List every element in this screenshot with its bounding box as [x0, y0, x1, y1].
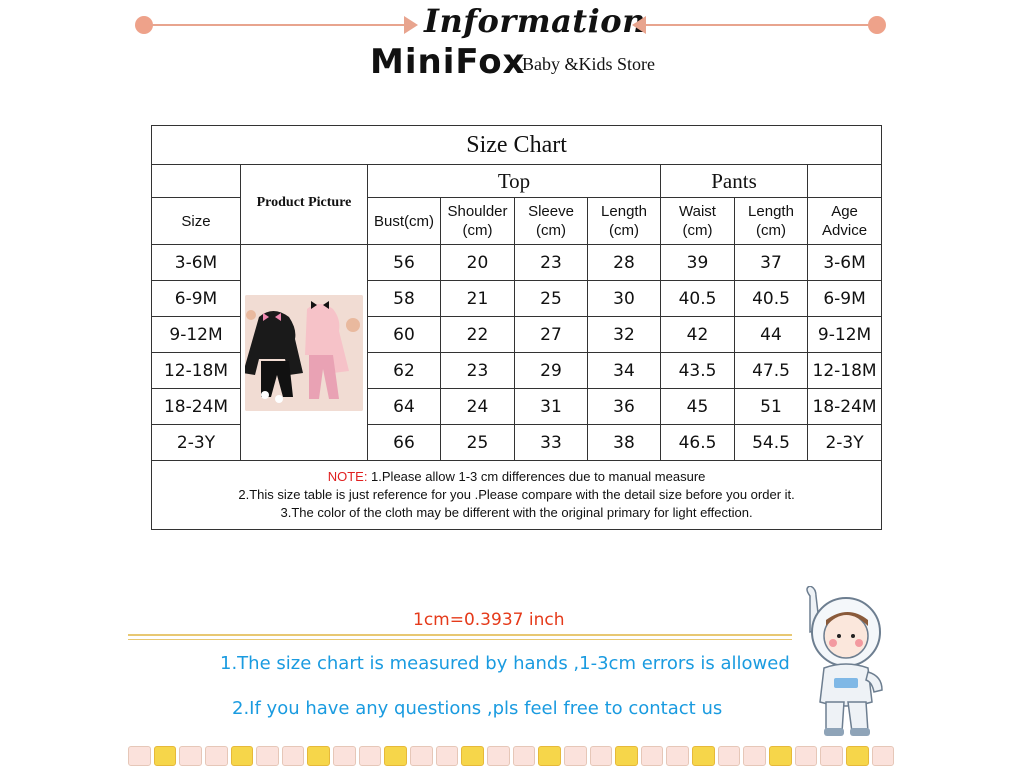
- table-cell: 36: [588, 389, 661, 425]
- header-top-length: Length (cm): [588, 198, 661, 245]
- tile: [769, 746, 792, 766]
- table-cell: 39: [661, 245, 735, 281]
- table-cell: 29: [515, 353, 588, 389]
- note-line-3: 3.The color of the cloth may be different with the original primary for light effection.: [280, 505, 753, 520]
- table-cell: 25: [441, 425, 515, 461]
- table-cell: 6-9M: [152, 281, 241, 317]
- header-waist: Waist (cm): [661, 198, 735, 245]
- table-cell: 6-9M: [808, 281, 882, 317]
- note-line-2: 2.This size table is just reference for you .Please compare with the detail size before you order it.: [238, 487, 795, 502]
- tile: [128, 746, 151, 766]
- size-chart-table: [151, 125, 882, 530]
- note-label: NOTE:: [327, 469, 368, 484]
- page-title: Information: [424, 2, 646, 40]
- table-cell: 37: [735, 245, 808, 281]
- table-cell: 44: [735, 317, 808, 353]
- header-right-dot: [868, 16, 886, 34]
- table-cell: 21: [441, 281, 515, 317]
- table-cell: 64: [368, 389, 441, 425]
- tile: [307, 746, 330, 766]
- divider-line: [128, 634, 792, 636]
- tile: [179, 746, 202, 766]
- tile: [692, 746, 715, 766]
- tile: [590, 746, 613, 766]
- table-cell: 32: [588, 317, 661, 353]
- astronaut-icon: [796, 586, 892, 742]
- table-cell: 12-18M: [152, 353, 241, 389]
- tile: [282, 746, 305, 766]
- tile: [743, 746, 766, 766]
- table-cell: 23: [515, 245, 588, 281]
- table-cell: 40.5: [661, 281, 735, 317]
- table-cell: 42: [661, 317, 735, 353]
- table-cell: 9-12M: [152, 317, 241, 353]
- table-cell: 56: [368, 245, 441, 281]
- empty-cell: [808, 165, 882, 198]
- tile: [615, 746, 638, 766]
- header-right-arrow-icon: [404, 16, 418, 34]
- brand-logo: MiniFox: [370, 42, 526, 82]
- table-cell: 2-3Y: [152, 425, 241, 461]
- table-cell: 58: [368, 281, 441, 317]
- table-cell: 18-24M: [808, 389, 882, 425]
- table-cell: 45: [661, 389, 735, 425]
- tile: [461, 746, 484, 766]
- table-cell: 22: [441, 317, 515, 353]
- tile: [795, 746, 818, 766]
- decorative-tile-strip: [128, 746, 894, 768]
- table-cell: 12-18M: [808, 353, 882, 389]
- header-sleeve: Sleeve (cm): [515, 198, 588, 245]
- header-left-arrow-icon: [632, 16, 646, 34]
- tile: [231, 746, 254, 766]
- table-cell: 60: [368, 317, 441, 353]
- table-cell: 31: [515, 389, 588, 425]
- tile: [538, 746, 561, 766]
- store-name: Baby &Kids Store: [522, 54, 655, 74]
- table-note: [152, 461, 882, 530]
- tile: [872, 746, 895, 766]
- tile: [154, 746, 177, 766]
- tile: [333, 746, 356, 766]
- tile: [641, 746, 664, 766]
- table-cell: 3-6M: [808, 245, 882, 281]
- table-cell: 40.5: [735, 281, 808, 317]
- tile: [513, 746, 536, 766]
- group-top-header: Top: [368, 165, 661, 198]
- info-line-1: 1.The size chart is measured by hands ,1-3cm errors is allowed: [220, 653, 790, 674]
- table-cell: 23: [441, 353, 515, 389]
- table-cell: 18-24M: [152, 389, 241, 425]
- table-cell: 62: [368, 353, 441, 389]
- table-cell: 30: [588, 281, 661, 317]
- product-photo: [245, 295, 363, 411]
- table-cell: 47.5: [735, 353, 808, 389]
- table-cell: 20: [441, 245, 515, 281]
- header-size: Size: [152, 198, 241, 245]
- product-picture-cell: [241, 245, 368, 461]
- tile: [410, 746, 433, 766]
- table-cell: 28: [588, 245, 661, 281]
- table-title: Size Chart: [152, 126, 882, 165]
- info-line-2: 2.If you have any questions ,pls feel free to contact us: [232, 698, 723, 719]
- conversion-text: 1cm=0.3937 inch: [413, 610, 565, 630]
- header-bust: Bust(cm): [368, 198, 441, 245]
- tile: [256, 746, 279, 766]
- divider-line: [128, 639, 792, 640]
- table-cell: 43.5: [661, 353, 735, 389]
- tile: [820, 746, 843, 766]
- note-line-1: 1.Please allow 1-3 cm differences due to manual measure: [367, 469, 706, 484]
- header-pants-length: Length (cm): [735, 198, 808, 245]
- tile: [718, 746, 741, 766]
- tile: [359, 746, 382, 766]
- tile: [564, 746, 587, 766]
- header-age-advice: Age Advice: [808, 198, 882, 245]
- product-picture-header: Product Picture: [241, 165, 368, 245]
- table-cell: 2-3Y: [808, 425, 882, 461]
- table-cell: 51: [735, 389, 808, 425]
- table-cell: 25: [515, 281, 588, 317]
- tile: [666, 746, 689, 766]
- header-right-line: [646, 24, 876, 26]
- tile: [436, 746, 459, 766]
- table-cell: 24: [441, 389, 515, 425]
- table-cell: 66: [368, 425, 441, 461]
- header-left-line: [150, 24, 404, 26]
- tile: [846, 746, 869, 766]
- tile: [384, 746, 407, 766]
- tile: [205, 746, 228, 766]
- table-cell: 38: [588, 425, 661, 461]
- table-cell: 33: [515, 425, 588, 461]
- table-cell: 27: [515, 317, 588, 353]
- table-cell: 34: [588, 353, 661, 389]
- header-shoulder: Shoulder (cm): [441, 198, 515, 245]
- tile: [487, 746, 510, 766]
- table-cell: 9-12M: [808, 317, 882, 353]
- group-pants-header: Pants: [661, 165, 808, 198]
- table-cell: 54.5: [735, 425, 808, 461]
- table-cell: 46.5: [661, 425, 735, 461]
- table-cell: 3-6M: [152, 245, 241, 281]
- empty-cell: [152, 165, 241, 198]
